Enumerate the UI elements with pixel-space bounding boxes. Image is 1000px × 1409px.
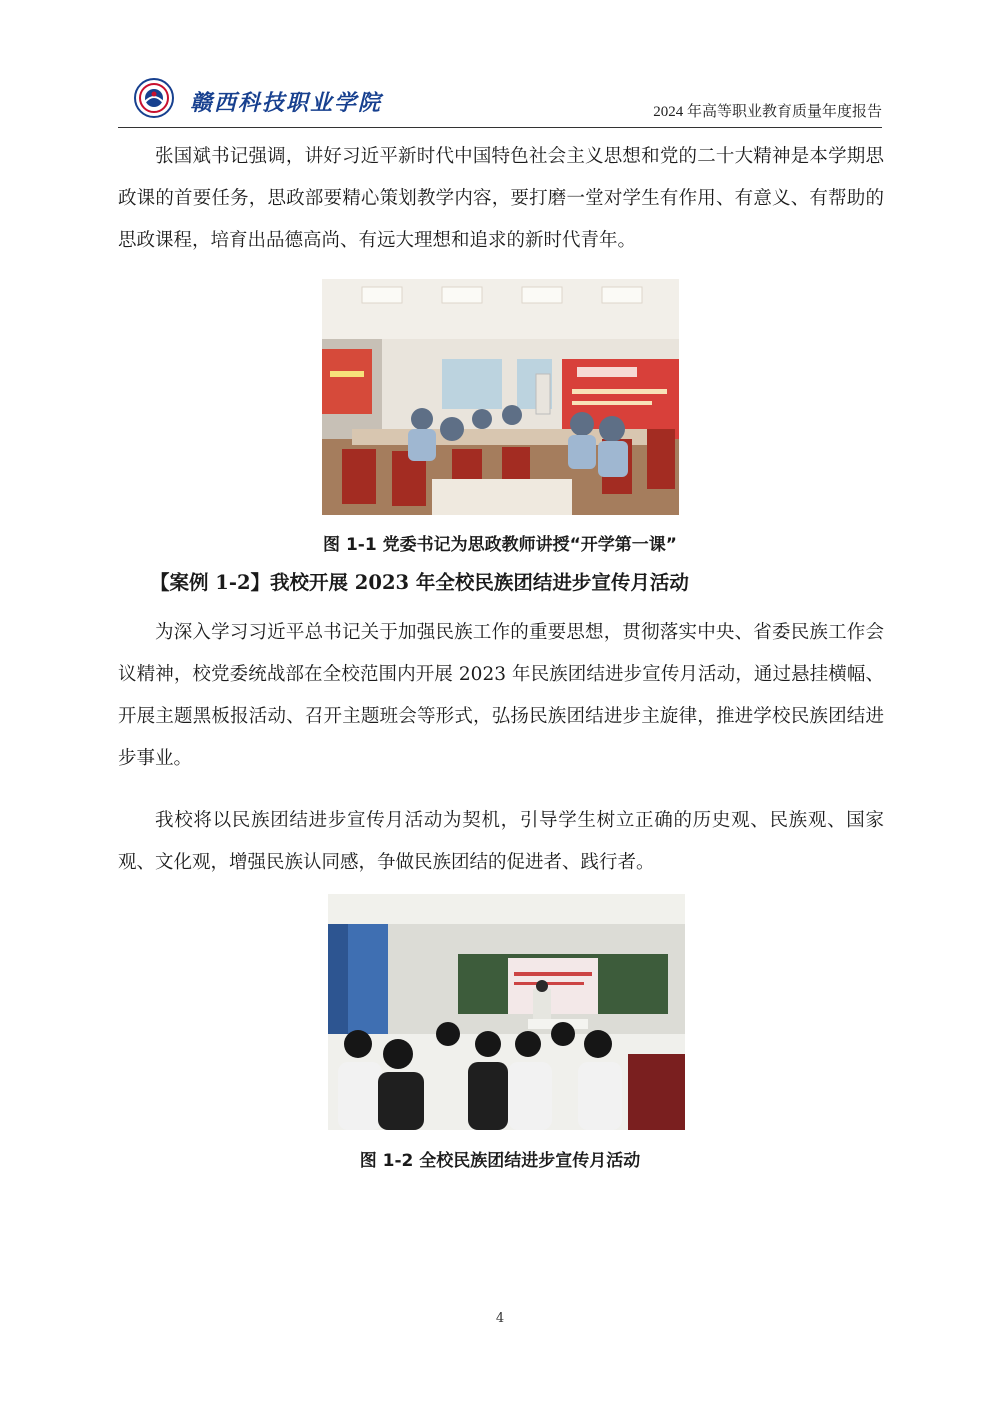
page-number: 4 (495, 1311, 505, 1326)
figure-1-1-photo (322, 279, 679, 515)
report-title: 2024 年高等职业教育质量年度报告 (653, 104, 882, 120)
figure-1-1-caption: 图 1-1 党委书记为思政教师讲授“开学第一课” (323, 535, 677, 555)
page-header (118, 70, 882, 128)
school-logo-icon (134, 78, 174, 118)
paragraph-3: 我校将以民族团结进步宣传月活动为契机，引导学生树立正确的历史观、民族观、国家观、文化观，增强民族认同感，争做民族团结的促进者、践行者。 (118, 810, 884, 873)
case-1-2-title: 【案例 1-2】我校开展 2023 年全校民族团结进步宣传月活动 (150, 571, 689, 594)
figure-1-2-caption: 图 1-2 全校民族团结进步宣传月活动 (359, 1151, 641, 1171)
header-rule (118, 127, 882, 128)
paragraph-1: 张国斌书记强调，讲好习近平新时代中国特色社会主义思想和党的二十大精神是本学期思政课的首要任务，思政部要精心策划教学内容，要打磨一堂对学生有作用、有意义、有帮助的思政课程，培育出品德高尚、有远大理想和追求的新时代青年。 (118, 146, 884, 251)
school-name: 赣西科技职业学院 (190, 91, 383, 116)
figure-1-2-photo (328, 894, 685, 1130)
paragraph-2: 为深入学习习近平总书记关于加强民族工作的重要思想，贯彻落实中央、省委民族工作会议精神，校党委统战部在全校范围内开展 2023 年民族团结进步宣传月活动，通过悬挂横幅、开展主题黑板报活动、召开主题班会等形式，弘扬民族团结进步主旋律，推进学校民族团结进步事业。 (118, 622, 884, 769)
